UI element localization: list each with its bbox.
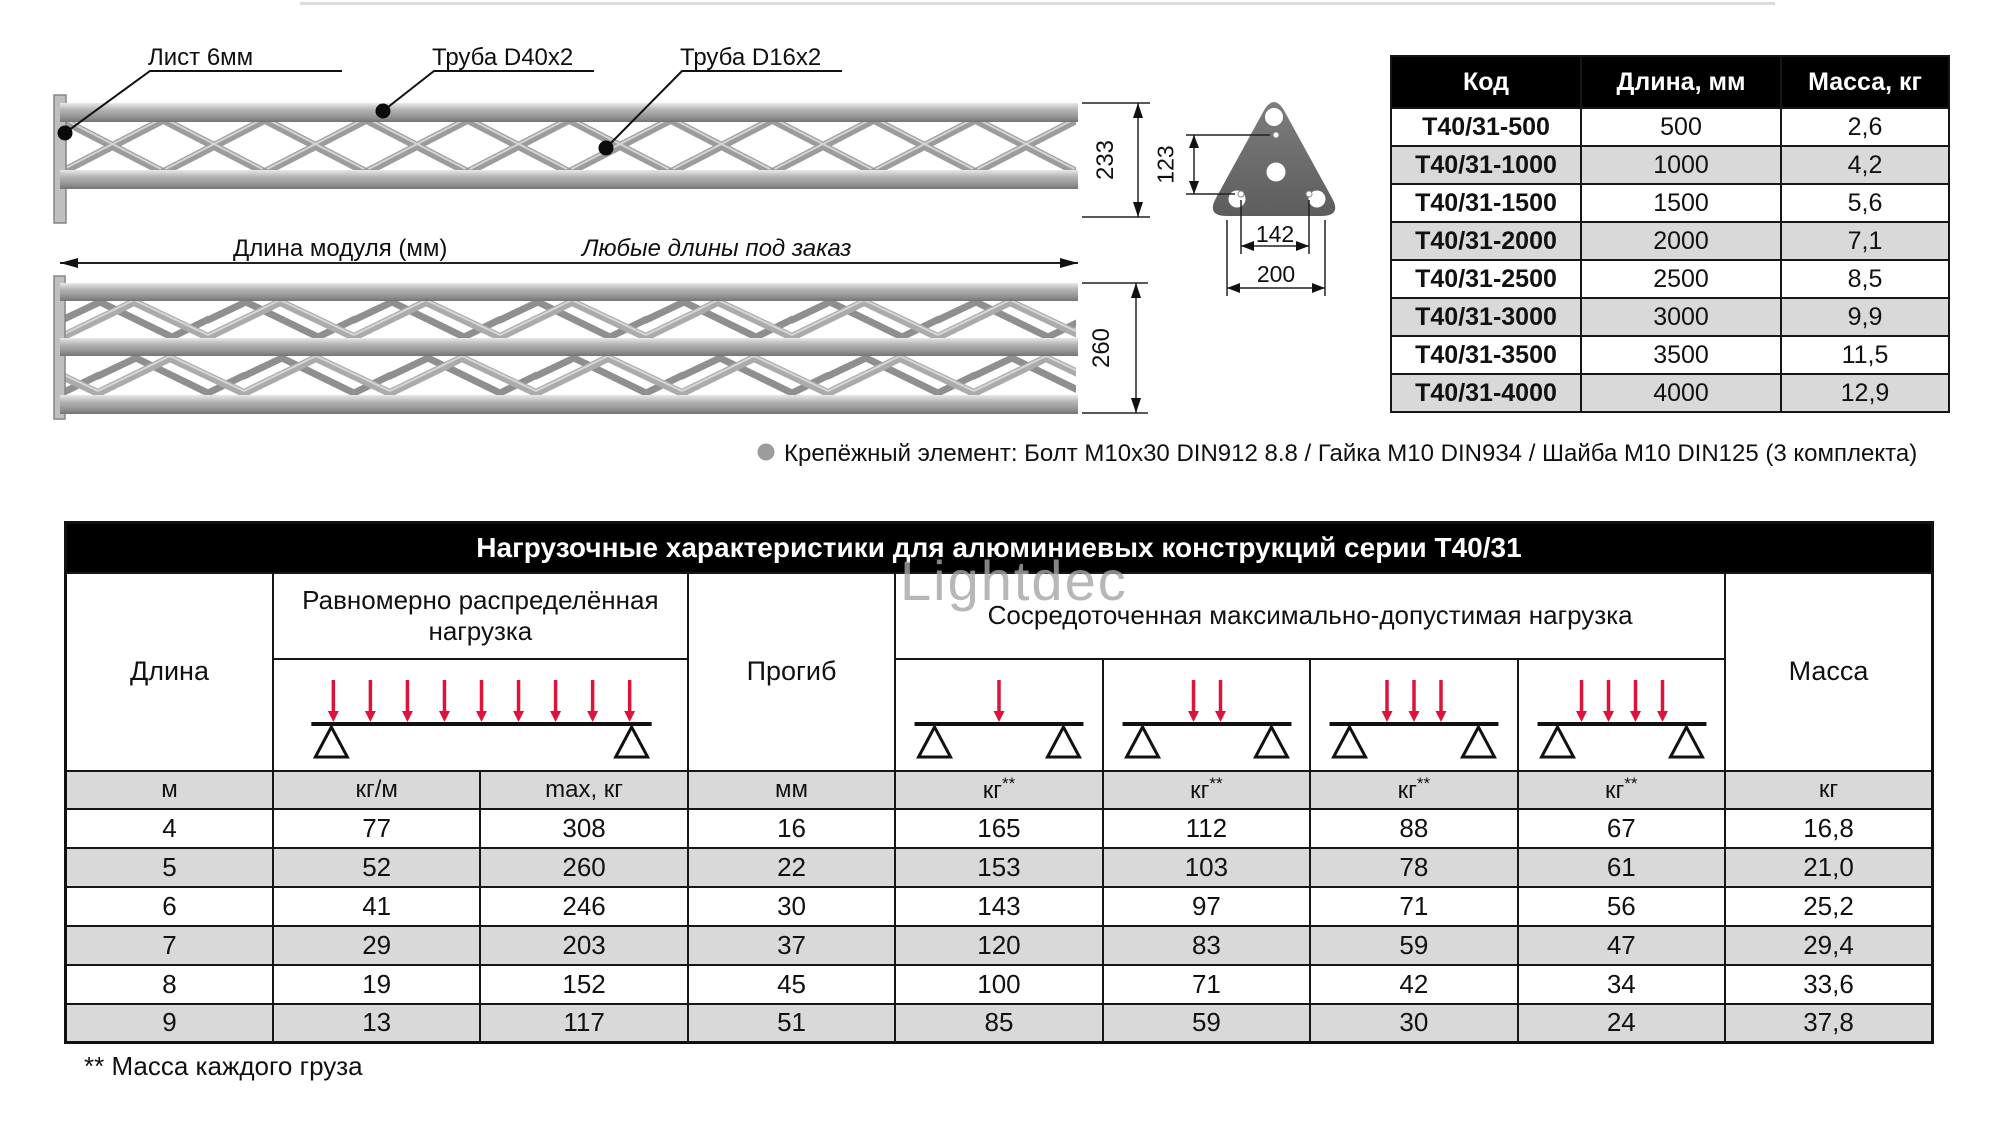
load-table bbox=[64, 521, 1934, 1044]
module-length-dim bbox=[60, 258, 1078, 268]
beam-diagram-svg bbox=[274, 660, 689, 763]
load-table-units-row bbox=[66, 771, 1933, 809]
table-cell: 165 bbox=[895, 809, 1102, 848]
corner-plate bbox=[1213, 102, 1335, 216]
unit-kg-mass: кг bbox=[1725, 771, 1933, 809]
size-table-row bbox=[1391, 298, 1949, 336]
size-table-row bbox=[1391, 184, 1949, 222]
table-cell: 25,2 bbox=[1725, 887, 1933, 926]
table-cell: 103 bbox=[1103, 848, 1310, 887]
table-cell: 41 bbox=[273, 887, 480, 926]
table-cell: 8,5 bbox=[1781, 260, 1949, 298]
table-cell: 9,9 bbox=[1781, 298, 1949, 336]
dim-142-label: 142 bbox=[1255, 221, 1295, 247]
table-cell: Т40/31-1000 bbox=[1391, 146, 1581, 184]
table-cell: 203 bbox=[480, 926, 687, 965]
fastener-note: Крепёжный элемент: Болт М10х30 DIN912 8.8 / Гайка М10 DIN934 / Шайба М10 DIN125 (3 комплекта) bbox=[784, 440, 1918, 467]
col-deflection: Прогиб bbox=[688, 573, 895, 771]
table-cell: 83 bbox=[1103, 926, 1310, 965]
dim-233-label: 233 bbox=[1092, 139, 1119, 181]
table-cell: 88 bbox=[1310, 809, 1517, 848]
table-cell: 56 bbox=[1518, 887, 1725, 926]
dim-260-label: 260 bbox=[1088, 327, 1115, 369]
table-cell: 47 bbox=[1518, 926, 1725, 965]
unit-kg-4: кг** bbox=[1518, 771, 1725, 809]
unit-mm: мм bbox=[688, 771, 895, 809]
table-cell: 2500 bbox=[1581, 260, 1781, 298]
table-cell: 143 bbox=[895, 887, 1102, 926]
table-cell: 4,2 bbox=[1781, 146, 1949, 184]
table-cell: 11,5 bbox=[1781, 336, 1949, 374]
dim-123-label: 123 bbox=[1152, 145, 1179, 184]
load-table-row bbox=[66, 809, 1933, 848]
table-cell: 67 bbox=[1518, 809, 1725, 848]
label-tube-brace: Труба D16x2 bbox=[680, 44, 822, 71]
table-cell: 1000 bbox=[1581, 146, 1781, 184]
table-cell: 59 bbox=[1103, 1004, 1310, 1043]
load-table-row bbox=[66, 926, 1933, 965]
uniform-load-diagram bbox=[273, 659, 688, 771]
table-cell: 97 bbox=[1103, 887, 1310, 926]
load-table-row bbox=[66, 1004, 1933, 1043]
table-cell: 117 bbox=[480, 1004, 687, 1043]
table-cell: 16,8 bbox=[1725, 809, 1933, 848]
truss-3d-view bbox=[54, 276, 1078, 419]
load-table-title: Нагрузочные характеристики для алюминиевых конструкций серии Т40/31 bbox=[66, 523, 1933, 573]
truss-side-view bbox=[54, 95, 1078, 223]
table-cell: 7,1 bbox=[1781, 222, 1949, 260]
table-cell: 4 bbox=[66, 809, 273, 848]
table-cell: 29,4 bbox=[1725, 926, 1933, 965]
table-cell: 24 bbox=[1518, 1004, 1725, 1043]
table-cell: 5 bbox=[66, 848, 273, 887]
table-cell: 34 bbox=[1518, 965, 1725, 1004]
table-cell: 59 bbox=[1310, 926, 1517, 965]
table-cell: 52 bbox=[273, 848, 480, 887]
table-cell: 21,0 bbox=[1725, 848, 1933, 887]
beam-diagram-svg bbox=[1519, 660, 1725, 763]
table-cell: Т40/31-2500 bbox=[1391, 260, 1581, 298]
table-cell: 3000 bbox=[1581, 298, 1781, 336]
unit-kg-m: кг/м bbox=[273, 771, 480, 809]
load-table-row bbox=[66, 887, 1933, 926]
table-cell: 51 bbox=[688, 1004, 895, 1043]
table-cell: 246 bbox=[480, 887, 687, 926]
table-cell: 7 bbox=[66, 926, 273, 965]
table-cell: 260 bbox=[480, 848, 687, 887]
size-table-row bbox=[1391, 108, 1949, 146]
table-cell: Т40/31-3000 bbox=[1391, 298, 1581, 336]
table-cell: 29 bbox=[273, 926, 480, 965]
label-sheet: Лист 6мм bbox=[148, 44, 254, 71]
dim-200-label: 200 bbox=[1256, 261, 1296, 287]
beam-diagram-svg bbox=[1104, 660, 1310, 763]
table-cell: Т40/31-1500 bbox=[1391, 184, 1581, 222]
table-cell: 100 bbox=[895, 965, 1102, 1004]
table-cell: 33,6 bbox=[1725, 965, 1933, 1004]
beam-diagram-svg bbox=[896, 660, 1102, 763]
concentrated-4-diagram bbox=[1518, 659, 1725, 771]
table-cell: Т40/31-500 bbox=[1391, 108, 1581, 146]
table-cell: 2,6 bbox=[1781, 108, 1949, 146]
table-cell: 61 bbox=[1518, 848, 1725, 887]
table-cell: 112 bbox=[1103, 809, 1310, 848]
load-table-title-row bbox=[66, 523, 1933, 573]
table-cell: 77 bbox=[273, 809, 480, 848]
table-cell: 9 bbox=[66, 1004, 273, 1043]
module-length-label: Длина модуля (мм) bbox=[233, 235, 448, 262]
size-table-row bbox=[1391, 222, 1949, 260]
table-cell: 16 bbox=[688, 809, 895, 848]
table-cell: 5,6 bbox=[1781, 184, 1949, 222]
footnote: ** Масса каждого груза bbox=[84, 1051, 363, 1081]
table-cell: 500 bbox=[1581, 108, 1781, 146]
table-cell: 12,9 bbox=[1781, 374, 1949, 412]
table-cell: 308 bbox=[480, 809, 687, 848]
col-uniform-load: Равномерно распределённая нагрузка bbox=[273, 573, 688, 659]
table-cell: 30 bbox=[1310, 1004, 1517, 1043]
col-mass: Масса bbox=[1725, 573, 1933, 771]
table-cell: 13 bbox=[273, 1004, 480, 1043]
table-cell: 30 bbox=[688, 887, 895, 926]
unit-max-kg: max, кг bbox=[480, 771, 687, 809]
col-concentrated-load: Сосредоточенная максимально-допустимая нагрузка bbox=[895, 573, 1725, 659]
size-table-row bbox=[1391, 146, 1949, 184]
beam-diagram-svg bbox=[1311, 660, 1517, 763]
concentrated-1-diagram bbox=[895, 659, 1102, 771]
size-table-row bbox=[1391, 374, 1949, 412]
table-cell: 71 bbox=[1103, 965, 1310, 1004]
load-table-row bbox=[66, 965, 1933, 1004]
load-table-row bbox=[66, 848, 1933, 887]
table-cell: 4000 bbox=[1581, 374, 1781, 412]
table-cell: 71 bbox=[1310, 887, 1517, 926]
load-diagram-row bbox=[66, 659, 1933, 771]
table-cell: 78 bbox=[1310, 848, 1517, 887]
bullet-icon bbox=[758, 444, 775, 461]
table-cell: Т40/31-4000 bbox=[1391, 374, 1581, 412]
table-cell: 1500 bbox=[1581, 184, 1781, 222]
col-length: Длина bbox=[66, 573, 273, 771]
size-table-header-row bbox=[1391, 56, 1949, 108]
watermark: Lightdec bbox=[900, 549, 1128, 612]
size-col-length: Длина, мм bbox=[1581, 56, 1781, 108]
table-cell: 152 bbox=[480, 965, 687, 1004]
table-cell: Т40/31-3500 bbox=[1391, 336, 1581, 374]
table-cell: 45 bbox=[688, 965, 895, 1004]
concentrated-3-diagram bbox=[1310, 659, 1517, 771]
table-cell: 153 bbox=[895, 848, 1102, 887]
table-cell: 22 bbox=[688, 848, 895, 887]
load-table-header-row bbox=[66, 573, 1933, 659]
custom-length-label: Любые длины под заказ bbox=[582, 235, 852, 262]
table-cell: 3500 bbox=[1581, 336, 1781, 374]
table-cell: 37 bbox=[688, 926, 895, 965]
unit-kg-1: кг** bbox=[895, 771, 1102, 809]
unit-kg-3: кг** bbox=[1310, 771, 1517, 809]
table-cell: Т40/31-2000 bbox=[1391, 222, 1581, 260]
size-col-mass: Масса, кг bbox=[1781, 56, 1949, 108]
table-cell: 8 bbox=[66, 965, 273, 1004]
table-cell: 2000 bbox=[1581, 222, 1781, 260]
table-cell: 120 bbox=[895, 926, 1102, 965]
size-table-row bbox=[1391, 336, 1949, 374]
concentrated-2-diagram bbox=[1103, 659, 1310, 771]
table-cell: 6 bbox=[66, 887, 273, 926]
table-cell: 85 bbox=[895, 1004, 1102, 1043]
size-table-row bbox=[1391, 260, 1949, 298]
unit-m: м bbox=[66, 771, 273, 809]
size-col-code: Код bbox=[1391, 56, 1581, 108]
unit-kg-2: кг** bbox=[1103, 771, 1310, 809]
table-cell: 42 bbox=[1310, 965, 1517, 1004]
table-cell: 19 bbox=[273, 965, 480, 1004]
table-cell: 37,8 bbox=[1725, 1004, 1933, 1043]
label-tube-main: Труба D40x2 bbox=[432, 44, 574, 71]
size-table bbox=[1390, 55, 1950, 413]
